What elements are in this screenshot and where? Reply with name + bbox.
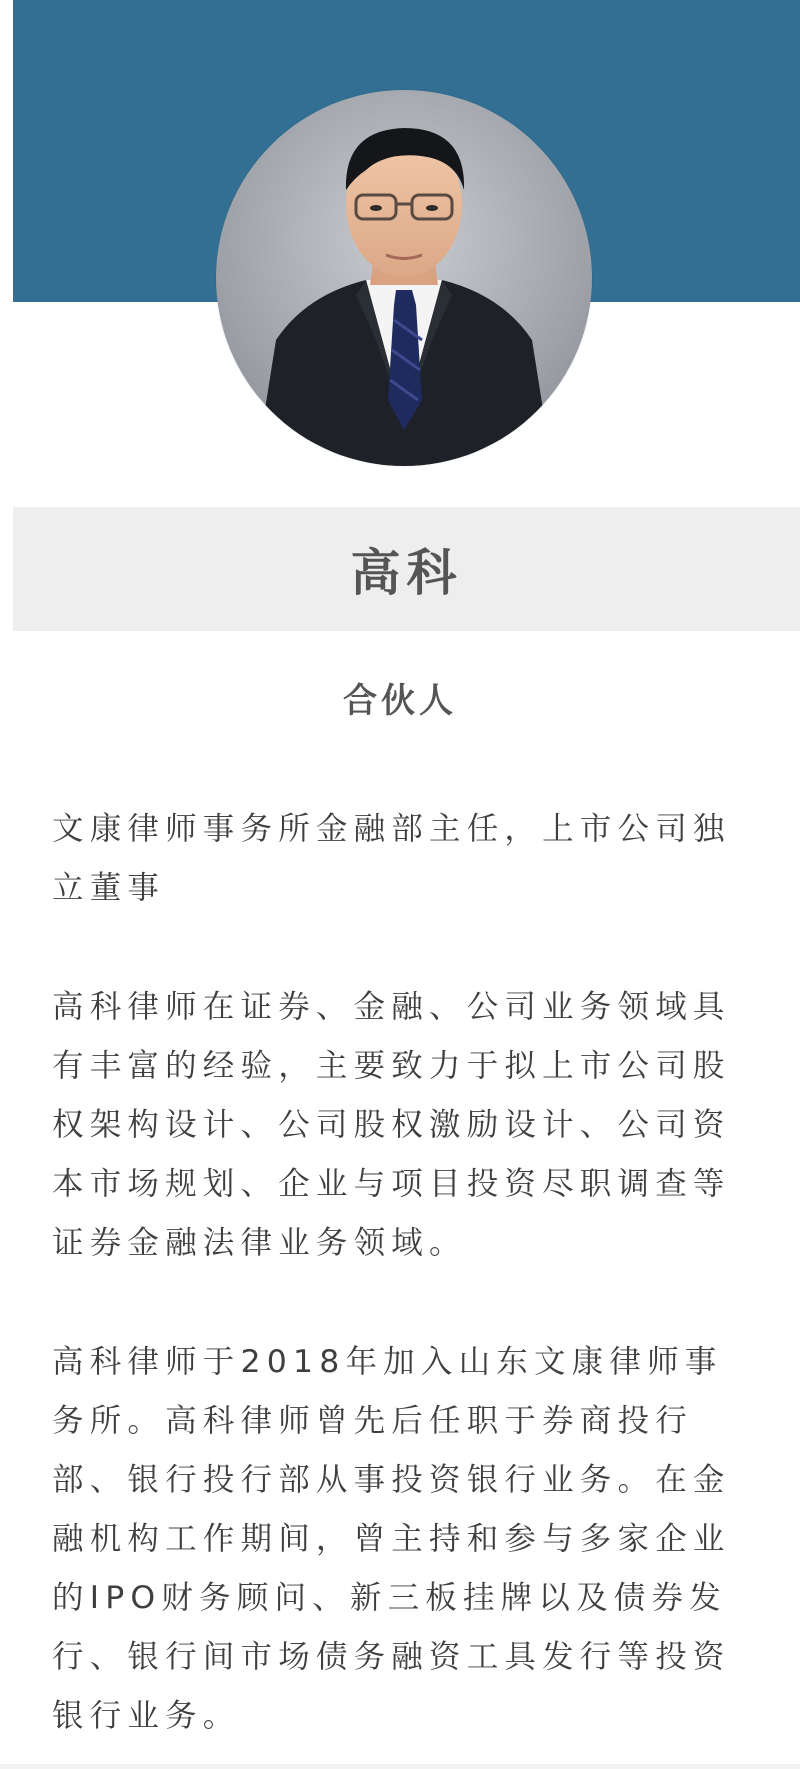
bio-paragraph-1: 文康律师事务所金融部主任，上市公司独立董事 bbox=[52, 811, 731, 906]
name-bar bbox=[13, 507, 800, 631]
bottom-divider bbox=[0, 1764, 800, 1769]
person-name: 高科 bbox=[350, 544, 463, 602]
bio-paragraph-2: 高科律师在证券、金融、公司业务领域具有丰富的经验，主要致力于拟上市公司股权架构设计、公司股权激励设计、公司资本市场规划、企业与项目投资尽职调查等证券金融法律业务领域。 bbox=[52, 989, 731, 1261]
bio-content bbox=[52, 800, 760, 1769]
bio-paragraph-3: 高科律师于2018年加入山东文康律师事务所。高科律师曾先后任职于券商投行部、银行投行部从事投资银行业务。在金融机构工作期间，曾主持和参与多家企业的IPO财务顾问、新三板挂牌以及债券发行、银行间市场债务融资工具发行等投资银行业务。 bbox=[52, 1344, 731, 1734]
portrait-photo bbox=[216, 90, 592, 466]
person-role: 合伙人 bbox=[343, 681, 457, 721]
